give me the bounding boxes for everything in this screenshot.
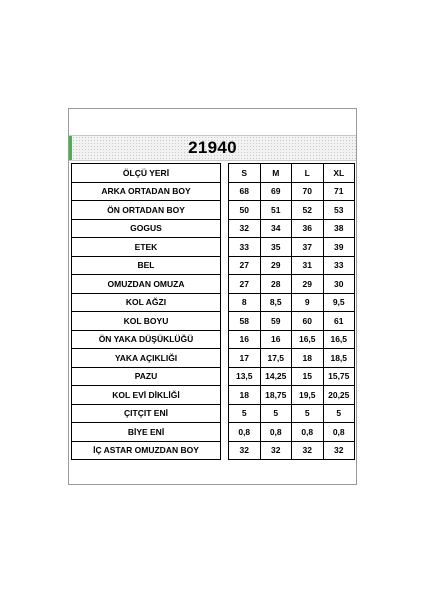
- table-row: [72, 256, 355, 275]
- measurement-value: 16: [229, 330, 261, 349]
- measurement-value: 28: [260, 275, 292, 294]
- measurement-value: 68: [229, 182, 261, 201]
- column-gap: [221, 404, 229, 423]
- measurement-value: 36: [292, 219, 324, 238]
- measurement-value: 27: [229, 275, 261, 294]
- measurement-value: 33: [229, 238, 261, 257]
- measurement-value: 38: [323, 219, 355, 238]
- measurement-value: 27: [229, 256, 261, 275]
- column-gap: [221, 219, 229, 238]
- measurement-label: ÖN ORTADAN BOY: [72, 201, 221, 220]
- measurement-value: 33: [323, 256, 355, 275]
- column-gap: [221, 312, 229, 331]
- measurement-value: 59: [260, 312, 292, 331]
- measurement-label: GOGUS: [72, 219, 221, 238]
- measurement-value: 52: [292, 201, 324, 220]
- measurement-value: 15: [292, 367, 324, 386]
- measurement-value: 16,5: [292, 330, 324, 349]
- table-row: [72, 404, 355, 423]
- column-gap: [221, 330, 229, 349]
- measurement-value: 20,25: [323, 386, 355, 405]
- measurement-value: 35: [260, 238, 292, 257]
- column-gap: [221, 275, 229, 294]
- measurement-value: 19,5: [292, 386, 324, 405]
- table-row: [72, 312, 355, 331]
- measurement-value: 60: [292, 312, 324, 331]
- column-gap: [221, 293, 229, 312]
- table-row: [72, 367, 355, 386]
- product-code-title: 21940: [188, 138, 237, 157]
- measurement-label: PAZU: [72, 367, 221, 386]
- measurement-value: 18: [229, 386, 261, 405]
- column-gap: [221, 423, 229, 442]
- measurement-value: 0,8: [260, 423, 292, 442]
- measurement-value: 0,8: [229, 423, 261, 442]
- column-gap: [221, 386, 229, 405]
- column-gap: [221, 441, 229, 460]
- measurement-value: 18: [292, 349, 324, 368]
- measurement-value: 34: [260, 219, 292, 238]
- header-measurement-point: ÖLÇÜ YERİ: [72, 164, 221, 183]
- measurement-value: 5: [323, 404, 355, 423]
- measurement-value: 0,8: [292, 423, 324, 442]
- table-row: [72, 423, 355, 442]
- column-gap: [221, 201, 229, 220]
- measurement-label: KOL BOYU: [72, 312, 221, 331]
- measurement-value: 31: [292, 256, 324, 275]
- measurement-value: 53: [323, 201, 355, 220]
- measurement-value: 16,5: [323, 330, 355, 349]
- measurement-value: 32: [323, 441, 355, 460]
- size-table: [71, 163, 355, 460]
- measurement-value: 14,25: [260, 367, 292, 386]
- measurement-value: 8: [229, 293, 261, 312]
- column-gap: [221, 238, 229, 257]
- measurement-value: 32: [229, 219, 261, 238]
- measurement-value: 5: [292, 404, 324, 423]
- column-gap: [221, 367, 229, 386]
- measurement-label: KOL AĞZI: [72, 293, 221, 312]
- header-size: XL: [323, 164, 355, 183]
- table-row: [72, 238, 355, 257]
- table-row: [72, 349, 355, 368]
- measurement-value: 15,75: [323, 367, 355, 386]
- measurement-value: 8,5: [260, 293, 292, 312]
- measurement-value: 29: [292, 275, 324, 294]
- measurement-value: 69: [260, 182, 292, 201]
- measurement-value: 9: [292, 293, 324, 312]
- table-row: [72, 386, 355, 405]
- measurement-label: BEL: [72, 256, 221, 275]
- table-header-row: [72, 164, 355, 183]
- measurement-label: ETEK: [72, 238, 221, 257]
- table-row: [72, 182, 355, 201]
- measurement-value: 5: [229, 404, 261, 423]
- header-size: S: [229, 164, 261, 183]
- measurement-value: 18,5: [323, 349, 355, 368]
- measurement-value: 50: [229, 201, 261, 220]
- measurement-value: 5: [260, 404, 292, 423]
- measurement-value: 9,5: [323, 293, 355, 312]
- measurement-value: 39: [323, 238, 355, 257]
- measurement-label: ÇITÇIT ENİ: [72, 404, 221, 423]
- measurement-value: 17: [229, 349, 261, 368]
- measurement-label: BİYE ENİ: [72, 423, 221, 442]
- measurement-value: 61: [323, 312, 355, 331]
- measurement-value: 0,8: [323, 423, 355, 442]
- table-row: [72, 330, 355, 349]
- measurement-value: 18,75: [260, 386, 292, 405]
- table-row: [72, 219, 355, 238]
- table-row: [72, 441, 355, 460]
- table-row: [72, 293, 355, 312]
- measurement-value: 16: [260, 330, 292, 349]
- measurement-value: 29: [260, 256, 292, 275]
- measurement-value: 58: [229, 312, 261, 331]
- column-gap: [221, 349, 229, 368]
- column-gap: [221, 182, 229, 201]
- table-row: [72, 275, 355, 294]
- measurement-value: 70: [292, 182, 324, 201]
- header-size: L: [292, 164, 324, 183]
- measurement-value: 37: [292, 238, 324, 257]
- column-gap: [221, 256, 229, 275]
- measurement-value: 17,5: [260, 349, 292, 368]
- size-chart-sheet: [68, 108, 357, 485]
- measurement-value: 30: [323, 275, 355, 294]
- header-size: M: [260, 164, 292, 183]
- table-row: [72, 201, 355, 220]
- measurement-value: 51: [260, 201, 292, 220]
- title-band: [69, 135, 356, 161]
- measurement-label: İÇ ASTAR OMUZDAN BOY: [72, 441, 221, 460]
- measurement-value: 32: [292, 441, 324, 460]
- measurement-label: ÖN YAKA DÜŞÜKLÜĞÜ: [72, 330, 221, 349]
- column-gap: [221, 164, 229, 183]
- measurement-label: ARKA ORTADAN BOY: [72, 182, 221, 201]
- measurement-value: 32: [260, 441, 292, 460]
- measurement-label: KOL EVİ DİKLİĞİ: [72, 386, 221, 405]
- size-table-body: [72, 164, 355, 460]
- measurement-value: 32: [229, 441, 261, 460]
- measurement-label: OMUZDAN OMUZA: [72, 275, 221, 294]
- measurement-label: YAKA AÇIKLIĞI: [72, 349, 221, 368]
- measurement-value: 13,5: [229, 367, 261, 386]
- measurement-value: 71: [323, 182, 355, 201]
